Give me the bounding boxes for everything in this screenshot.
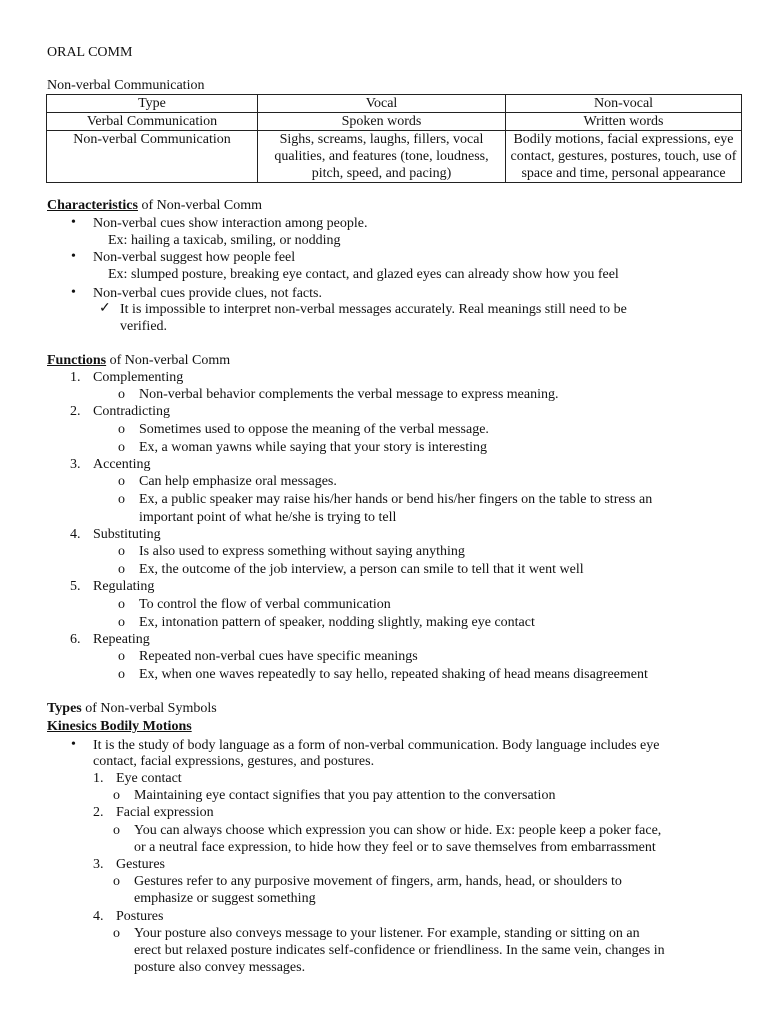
function-title: Complementing — [93, 370, 184, 385]
function-detail: Ex, intonation pattern of speaker, nodding slightly, making eye contact — [139, 615, 535, 630]
circle-bullet-icon: o — [118, 474, 125, 489]
table-header-cell: Type — [47, 95, 258, 113]
kinesics-heading: Kinesics Bodily Motions — [47, 719, 192, 734]
type-title: Eye contact — [116, 771, 182, 786]
function-detail: To control the flow of verbal communication — [139, 597, 391, 612]
types-heading — [47, 700, 217, 717]
function-detail: Non-verbal behavior complements the verbal message to express meaning. — [139, 387, 559, 402]
list-item: Non-verbal suggest how people feel — [93, 250, 296, 265]
list-item: Non-verbal cues provide clues, not facts. — [93, 286, 322, 301]
circle-bullet-icon: o — [113, 926, 120, 941]
type-detail: Maintaining eye contact signifies that you pay attention to the conversation — [134, 788, 556, 803]
checkmark-icon: ✓ — [99, 301, 111, 316]
doc-title: ORAL COMM — [47, 45, 133, 60]
circle-bullet-icon: o — [118, 649, 125, 664]
function-detail: Ex, a woman yawns while saying that your story is interesting — [139, 440, 487, 455]
table-cell: Sighs, screams, laughs, fillers, vocal qualities, and features (tone, loudness, pitch, speed, and pacing) — [258, 131, 506, 183]
kinesics-intro-line: contact, facial expressions, gestures, and postures. — [93, 754, 375, 769]
table-cell: Non-verbal Communication — [47, 131, 258, 183]
function-detail: Sometimes used to oppose the meaning of the verbal message. — [139, 422, 489, 437]
type-detail: posture also convey messages. — [134, 960, 306, 975]
function-detail: Can help emphasize oral messages. — [139, 474, 337, 489]
circle-bullet-icon: o — [118, 492, 125, 507]
type-title: Gestures — [116, 857, 165, 872]
circle-bullet-icon: o — [118, 597, 125, 612]
list-item: Non-verbal cues show interaction among people. — [93, 216, 368, 231]
bullet-icon: • — [71, 215, 76, 230]
type-title: Postures — [116, 909, 164, 924]
function-title: Regulating — [93, 579, 155, 594]
type-detail: emphasize or suggest something — [134, 891, 316, 906]
function-detail: Ex, the outcome of the job interview, a person can smile to tell that it went well — [139, 562, 584, 577]
circle-bullet-icon: o — [118, 387, 125, 402]
characteristics-heading — [47, 197, 262, 214]
table-header-cell: Vocal — [258, 95, 506, 113]
comparison-table — [46, 94, 742, 183]
table-header-cell: Non-vocal — [506, 95, 742, 113]
function-detail: Repeated non-verbal cues have specific meanings — [139, 649, 418, 664]
list-number: 3. — [93, 857, 104, 872]
circle-bullet-icon: o — [118, 544, 125, 559]
table-cell: Spoken words — [258, 113, 506, 131]
type-detail: erect but relaxed posture indicates self-confidence or friendliness. In the same vein, changes in — [134, 943, 665, 958]
bullet-icon: • — [71, 737, 76, 752]
check-note-line: verified. — [120, 319, 168, 334]
circle-bullet-icon: o — [118, 667, 125, 682]
list-number: 2. — [93, 805, 104, 820]
bullet-icon: • — [71, 285, 76, 300]
type-title: Facial expression — [116, 805, 214, 820]
function-detail: Is also used to express something without saying anything — [139, 544, 465, 559]
circle-bullet-icon: o — [113, 823, 120, 838]
types-heading-rest: of Non-verbal Symbols — [81, 701, 217, 716]
list-number: 1. — [93, 771, 104, 786]
circle-bullet-icon: o — [118, 562, 125, 577]
function-title: Accenting — [93, 457, 151, 472]
circle-bullet-icon: o — [118, 615, 125, 630]
type-detail: You can always choose which expression you can show or hide. Ex: people keep a poker face, — [134, 823, 662, 838]
types-heading-bold: Types — [47, 701, 82, 716]
function-title: Contradicting — [93, 404, 170, 419]
bullet-icon: • — [71, 249, 76, 264]
circle-bullet-icon: o — [118, 422, 125, 437]
type-detail: Gestures refer to any purposive movement of fingers, arm, hands, head, or shoulders to — [134, 874, 622, 889]
list-number: 3. — [70, 457, 81, 472]
characteristics-heading-bold: Characteristics — [47, 198, 138, 213]
circle-bullet-icon: o — [113, 874, 120, 889]
function-title: Substituting — [93, 527, 161, 542]
functions-heading-rest: of Non-verbal Comm — [106, 353, 231, 368]
function-detail: Ex, when one waves repeatedly to say hello, repeated shaking of head means disagreement — [139, 667, 648, 682]
function-detail: important point of what he/she is trying to tell — [139, 510, 397, 525]
functions-heading — [47, 352, 230, 369]
table-caption: Non-verbal Communication — [47, 78, 205, 93]
table-header-row — [47, 95, 742, 113]
table-cell: Written words — [506, 113, 742, 131]
characteristics-heading-rest: of Non-verbal Comm — [137, 198, 262, 213]
check-note-line: It is impossible to interpret non-verbal messages accurately. Real meanings still need to be — [120, 302, 627, 317]
circle-bullet-icon: o — [118, 440, 125, 455]
list-item-example: Ex: hailing a taxicab, smiling, or nodding — [108, 233, 341, 248]
table-row — [47, 131, 742, 183]
list-number: 2. — [70, 404, 81, 419]
table-row — [47, 113, 742, 131]
list-item-example: Ex: slumped posture, breaking eye contact, and glazed eyes can already show how you feel — [108, 267, 619, 282]
table-cell: Verbal Communication — [47, 113, 258, 131]
list-number: 6. — [70, 632, 81, 647]
function-detail: Ex, a public speaker may raise his/her hands or bend his/her fingers on the table to stress an — [139, 492, 653, 507]
list-number: 5. — [70, 579, 81, 594]
kinesics-intro-line: It is the study of body language as a form of non-verbal communication. Body language includes eye — [93, 738, 660, 753]
list-number: 4. — [70, 527, 81, 542]
circle-bullet-icon: o — [113, 788, 120, 803]
function-title: Repeating — [93, 632, 150, 647]
functions-heading-bold: Functions — [47, 353, 107, 368]
list-number: 1. — [70, 370, 81, 385]
type-detail: or a neutral face expression, to hide how they feel or to save themselves from embarrassment — [134, 840, 656, 855]
list-number: 4. — [93, 909, 104, 924]
table-cell: Bodily motions, facial expressions, eye contact, gestures, postures, touch, use of space and time, personal appearance — [506, 131, 742, 183]
type-detail: Your posture also conveys message to your listener. For example, standing or sitting on an — [134, 926, 640, 941]
